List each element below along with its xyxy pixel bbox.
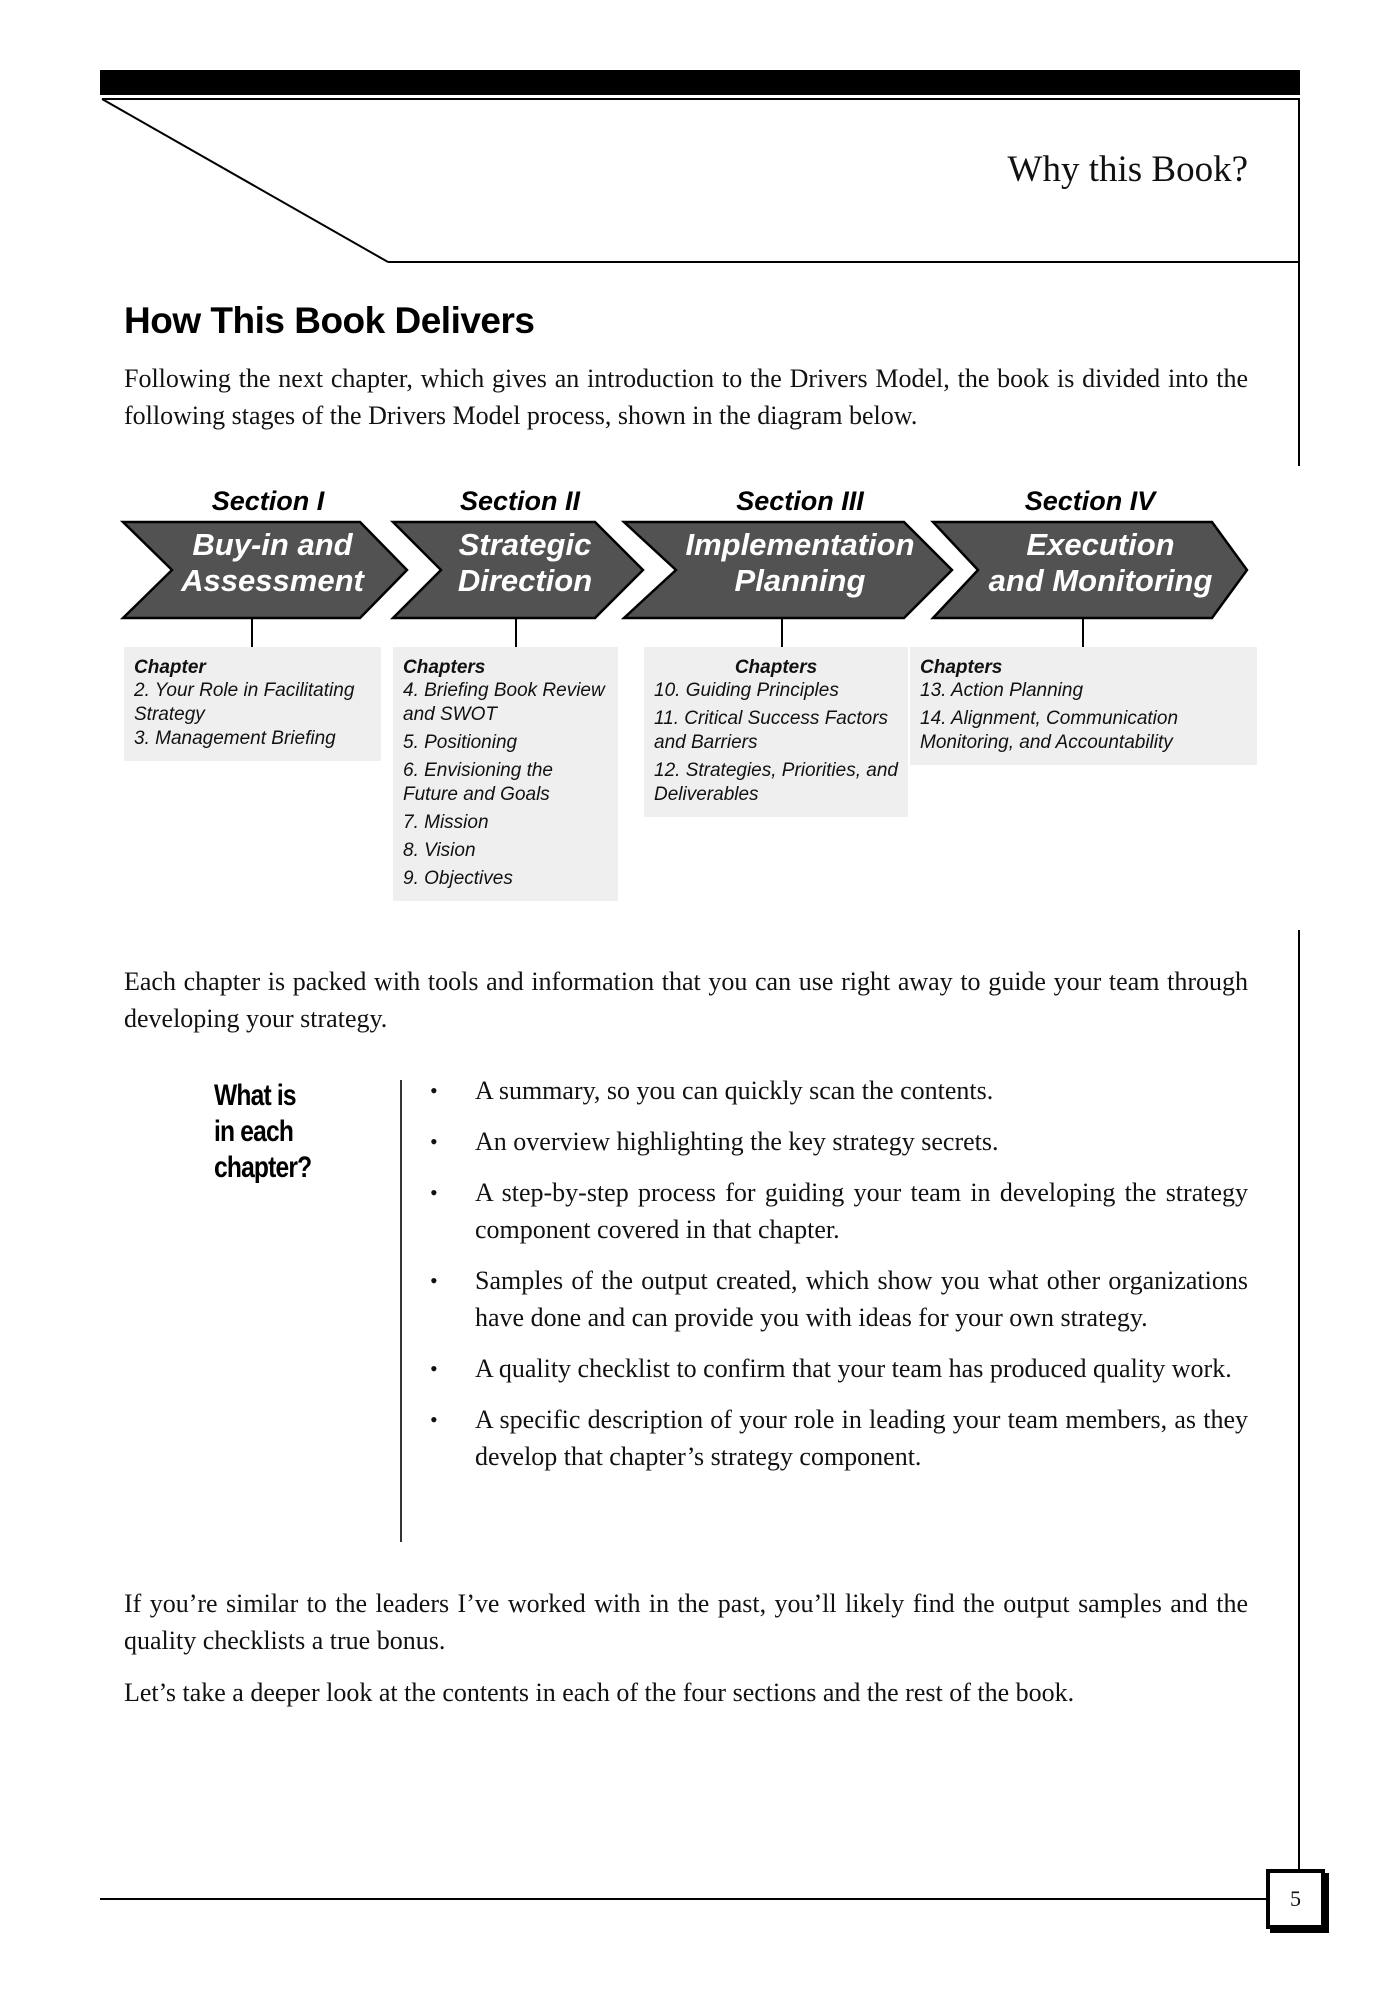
- chapter-item: 13. Action Planning: [920, 680, 1084, 701]
- stage-title-2: Strategic Direction: [457, 527, 593, 598]
- list-item: • An overview highlighting the key strategy secrets.: [420, 1123, 1248, 1160]
- section-label-2: Section II: [459, 486, 581, 516]
- chapters-box-section-2: [393, 647, 618, 901]
- page-number: 5: [1266, 1869, 1325, 1929]
- closing-paragraph-2: Let’s take a deeper look at the contents in each of the four sections and the rest of the book.: [124, 1678, 1075, 1707]
- section-label-3: Section III: [736, 486, 864, 516]
- body-paragraph: Each chapter is packed with tools and information that you can use right away to guide your team through developing your strategy.: [124, 967, 1248, 1033]
- margin-rule-top: [1298, 98, 1300, 466]
- chapter-item: 3. Management Briefing: [134, 728, 336, 749]
- stage-title-1: Buy-in and Assessment: [181, 527, 364, 598]
- chapter-item: 10. Guiding Principles: [654, 680, 839, 701]
- stage-title-3: Implementation Planning: [685, 527, 915, 598]
- chapter-item: 11. Critical Success Factors and Barriers: [654, 708, 889, 753]
- intro-paragraph: Following the next chapter, which gives an introduction to the Drivers Model, the book is divided into the following stages of the Drivers Model process, shown in the diagram below.: [124, 364, 1248, 430]
- bullet-icon: •: [430, 1129, 438, 1154]
- bullet-icon: •: [430, 1407, 438, 1432]
- chapter-contents-list: [420, 1072, 1248, 1489]
- chapter-item: 7. Mission: [403, 812, 489, 833]
- section-label-4: Section IV: [1024, 486, 1156, 516]
- list-item: • Samples of the output created, which show you what other organizations have done and can provide you with ideas for your own strategy.: [420, 1262, 1248, 1336]
- chapters-box-section-4: [910, 647, 1257, 765]
- chapters-heading: Chapter: [134, 657, 206, 678]
- chapter-item: 6. Envisioning the Future and Goals: [403, 760, 553, 805]
- running-title: Why this Book?: [1007, 149, 1248, 190]
- chapters-box-section-3: [644, 647, 908, 817]
- bullet-icon: •: [430, 1180, 438, 1205]
- list-item: • A specific description of your role in leading your team members, as they develop that chapter’s strategy component.: [420, 1401, 1248, 1475]
- header-rule: [102, 98, 1300, 100]
- drivers-model-diagram: [0, 480, 1400, 940]
- aside-divider: [400, 1080, 402, 1542]
- list-item: • A summary, so you can quickly scan the contents.: [420, 1072, 1248, 1109]
- chapters-heading: Chapters: [920, 657, 1003, 678]
- footer-rule: [100, 1898, 1266, 1900]
- chapters-heading: Chapters: [734, 657, 818, 678]
- bullet-icon: •: [430, 1078, 438, 1103]
- chapters-box-section-1: [124, 647, 381, 761]
- chapter-item: 12. Strategies, Priorities, and Deliverables: [654, 760, 898, 805]
- chapter-item: 9. Objectives: [403, 868, 513, 889]
- closing-paragraph-1: If you’re similar to the leaders I’ve worked with in the past, you’ll likely find the output samples and the quality checklists a true bonus.: [124, 1589, 1248, 1655]
- chapter-item: 2. Your Role in Facilitating Strategy: [134, 680, 355, 725]
- section-label-1: Section I: [211, 486, 325, 516]
- chapter-item: 8. Vision: [403, 840, 476, 861]
- chapters-heading: Chapters: [403, 657, 486, 678]
- bullet-icon: •: [430, 1356, 438, 1381]
- list-item: • A step-by-step process for guiding your team in developing the strategy component covered in that chapter.: [420, 1174, 1248, 1248]
- list-item: • A quality checklist to confirm that your team has produced quality work.: [420, 1350, 1248, 1387]
- header-black-bar: [100, 70, 1300, 95]
- aside-label: What is in each chapter?: [214, 1079, 312, 1184]
- section-heading: How This Book Delivers: [124, 300, 535, 341]
- chapter-item: 5. Positioning: [403, 732, 518, 753]
- chapter-item: 14. Alignment, Communication Monitoring, and Accountability: [920, 708, 1179, 753]
- chapter-item: 4. Briefing Book Review and SWOT: [403, 680, 605, 725]
- margin-rule-bottom: [1298, 930, 1300, 1870]
- stage-title-4: Execution and Monitoring: [988, 527, 1213, 598]
- bullet-icon: •: [430, 1268, 438, 1293]
